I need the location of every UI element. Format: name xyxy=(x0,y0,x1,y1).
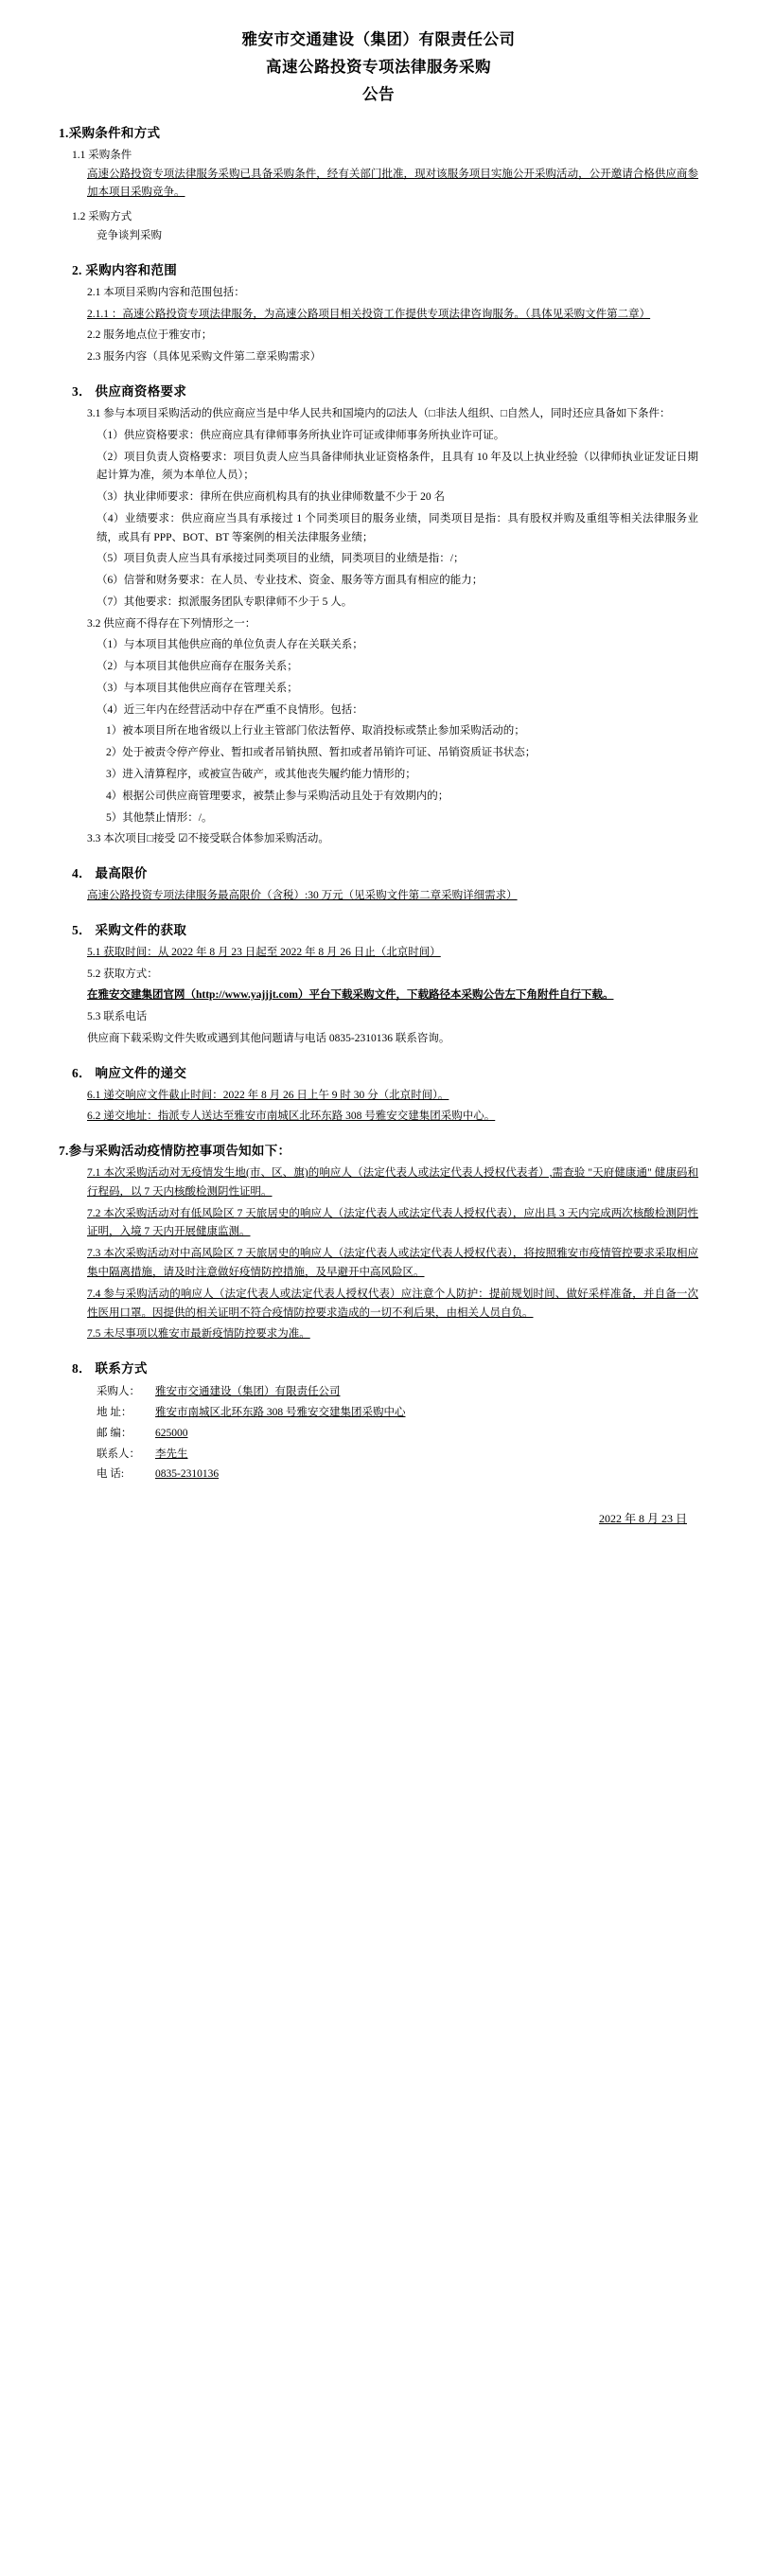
subsection-1-2-text: 竞争谈判采购 xyxy=(97,230,162,242)
contact-label-phone: 电 话: xyxy=(97,1468,125,1481)
clause-3-1-5: （5）项目负责人应当具有承接过同类项目的业绩，同类项目的业绩是指：/； xyxy=(97,553,465,565)
title-line-3: 公告 xyxy=(362,84,395,103)
contact-row-address xyxy=(59,1403,698,1424)
contact-label-person: 联系人： xyxy=(97,1448,140,1460)
clause-2-3: 2.3 服务内容（具体见采购文件第二章采购需求） xyxy=(87,351,322,364)
clause-5-2-detail: 在雅安交建集团官网（http://www.yajjjt.com）平台下载采购文件，下载路径本采购公告左下角附件自行下载。 xyxy=(87,989,614,1002)
clause-7-1: 7.1 本次采购活动对无疫情发生地(市、区、旗)的响应人（法定代表人或法定代表人授权代表者）,需查验 "天府健康通" 健康码和行程码，以 7 天内核酸检测阴性证明。 xyxy=(87,1167,698,1198)
contact-row-phone xyxy=(59,1465,698,1485)
contact-row-person xyxy=(59,1445,698,1466)
clause-3-1-4: （4）业绩要求：供应商应当具有承接过 1 个同类项目的服务业绩，同类项目是指：具有股权并购及重组等相关法律服务业绩，或具有 PPP、BOT、BT 等案例的相关法律服务业绩； xyxy=(97,512,698,543)
section-heading-6: 6． 响应文件的递交 xyxy=(72,1065,187,1080)
clause-3-2-4-5: 5）其他禁止情形：/。 xyxy=(106,811,213,824)
contact-value-purchaser: 雅安市交通建设（集团）有限责任公司 xyxy=(155,1386,341,1398)
clause-3-2-4: （4）近三年内在经营活动中存在严重不良情形。包括： xyxy=(97,703,363,716)
section-heading-5: 5． 采购文件的获取 xyxy=(72,922,187,937)
clause-3-1-3: （3）执业律师要求：律所在供应商机构具有的执业律师数量不少于 20 名 xyxy=(97,491,445,504)
contact-value-address: 雅安市南城区北环东路 308 号雅安交建集团采购中心 xyxy=(155,1406,406,1418)
clause-5-3: 5.3 联系电话 xyxy=(87,1011,148,1023)
subsection-1-1-label: 1.1 采购条件 xyxy=(72,149,132,161)
contact-value-phone: 0835-2310136 xyxy=(155,1468,220,1481)
clause-3-2-2: （2）与本项目其他供应商存在服务关系； xyxy=(97,661,298,673)
clause-4-1: 高速公路投资专项法律服务最高限价（含税）:30 万元（见采购文件第二章采购详细需求） xyxy=(87,890,518,902)
clause-3-2-3: （3）与本项目其他供应商存在管理关系； xyxy=(97,682,298,694)
clause-3-2-4-4: 4）根据公司供应商管理要求，被禁止参与采购活动且处于有效期内的； xyxy=(106,790,449,802)
clause-7-2: 7.2 本次采购活动对有低风险区 7 天旅居史的响应人（法定代表人或法定代表人授权代表），应出具 3 天内完成两次核酸检测阴性证明，入境 7 天内开展健康监测。 xyxy=(87,1207,698,1238)
contact-label-postcode: 邮 编： xyxy=(97,1427,132,1439)
section-heading-3: 3． 供应商资格要求 xyxy=(72,383,187,399)
clause-3-2: 3.2 供应商不得存在下列情形之一： xyxy=(87,617,256,630)
clause-5-3-detail: 供应商下载采购文件失败或遇到其他问题请与电话 0835-2310136 联系咨询。 xyxy=(87,1032,450,1044)
subsection-1-1-text: 高速公路投资专项法律服务采购已具备采购条件，经有关部门批准，现对该服务项目实施公开采购活动，公开邀请合格供应商参加本项目采购竞争。 xyxy=(87,168,698,199)
clause-3-1-1: （1）供应资格要求：供应商应具有律师事务所执业许可证或律师事务所执业许可证。 xyxy=(97,429,505,441)
section-heading-1: 1.采购条件和方式 xyxy=(59,125,161,140)
clause-7-3: 7.3 本次采购活动对中高风险区 7 天旅居史的响应人（法定代表人或法定代表人授权代表），将按照雅安市疫情管控要求采取相应集中隔离措施，请及时注意做好疫情防控措施，及早避开中高风险区。 xyxy=(87,1248,698,1279)
contact-label-address: 地 址： xyxy=(97,1406,132,1418)
section-heading-8: 8． 联系方式 xyxy=(72,1361,148,1377)
contact-value-postcode: 625000 xyxy=(155,1427,188,1439)
clause-3-2-4-3: 3）进入清算程序，或被宣告破产，或其他丧失履约能力情形的； xyxy=(106,769,416,780)
clause-5-1: 5.1 获取时间：从 2022 年 8 月 23 日起至 2022 年 8 月 26 日止（北京时间） xyxy=(87,946,441,958)
clause-2-2: 2.2 服务地点位于雅安市； xyxy=(87,329,213,342)
clause-6-2: 6.2 递交地址：指派专人送达至雅安市南城区北环东路 308 号雅安交建集团采购中心。 xyxy=(87,1110,496,1123)
section-heading-4: 4． 最高限价 xyxy=(72,866,148,881)
clause-3-1-7: （7）其他要求：拟派服务团队专职律师不少于 5 人。 xyxy=(97,595,353,608)
clause-7-5: 7.5 未尽事项以雅安市最新疫情防控要求为准。 xyxy=(87,1328,310,1341)
section-heading-2: 2. 采购内容和范围 xyxy=(72,262,177,277)
contact-label-purchaser: 采购人： xyxy=(97,1386,140,1398)
clause-3-3: 3.3 本次项目□接受 ☑不接受联合体参加采购活动。 xyxy=(87,833,329,845)
clause-3-2-4-2: 2）处于被责令停产停业、暂扣或者吊销执照、暂扣或者吊销许可证、吊销资质证书状态； xyxy=(106,747,537,759)
subsection-1-2-label: 1.2 采购方式 xyxy=(72,211,132,223)
title-line-2: 高速公路投资专项法律服务采购 xyxy=(266,57,491,76)
contact-row-postcode xyxy=(59,1424,698,1445)
contact-value-person: 李先生 xyxy=(155,1448,188,1460)
contact-row-purchaser xyxy=(59,1382,698,1403)
clause-3-1-2: （2）项目负责人资格要求：项目负责人应当具备律师执业证资格条件，且具有 10 年及以上执业经验（以律师执业证发证日期起计算为准，须为本单位人员）； xyxy=(97,451,698,482)
clause-6-1: 6.1 递交响应文件截止时间：2022 年 8 月 26 日上午 9 时 30 分（北京时间）。 xyxy=(87,1089,449,1101)
section-heading-7: 7.参与采购活动疫情防控事项告知如下： xyxy=(59,1144,291,1159)
clause-3-2-4-1: 1）被本项目所在地省级以上行业主管部门依法暂停、取消投标或禁止参加采购活动的； xyxy=(106,725,525,737)
clause-5-2: 5.2 获取方式： xyxy=(87,968,158,980)
signature-date: 2022 年 8 月 23 日 xyxy=(598,1512,687,1526)
clause-2-1: 2.1 本项目采购内容和范围包括： xyxy=(87,286,245,298)
clause-3-2-1: （1）与本项目其他供应商的单位负责人存在关联关系； xyxy=(97,639,363,651)
document-title xyxy=(59,27,698,109)
signature-date-block xyxy=(59,1510,698,1526)
clause-7-4: 7.4 参与采购活动的响应人（法定代表人或法定代表人授权代表）应注意个人防护：提前规划时间、做好采样准备，并自备一次性医用口罩。因提供的相关证明不符合疫情防控要求造成的一切不利后果，由相关人员自负。 xyxy=(87,1288,698,1319)
clause-3-1-6: （6）信誉和财务要求：在人员、专业技术、资金、服务等方面具有相应的能力； xyxy=(97,575,484,587)
clause-3-1: 3.1 参与本项目采购活动的供应商应当是中华人民共和国境内的☑法人（□非法人组织、□自然人，同时还应具备如下条件： xyxy=(87,407,671,419)
clause-2-1-1: 2.1.1 ：高速公路投资专项法律服务，为高速公路项目相关投资工作提供专项法律咨询服务。（具体见采购文件第二章） xyxy=(87,308,651,320)
title-line-1: 雅安市交通建设（集团）有限责任公司 xyxy=(241,30,516,48)
